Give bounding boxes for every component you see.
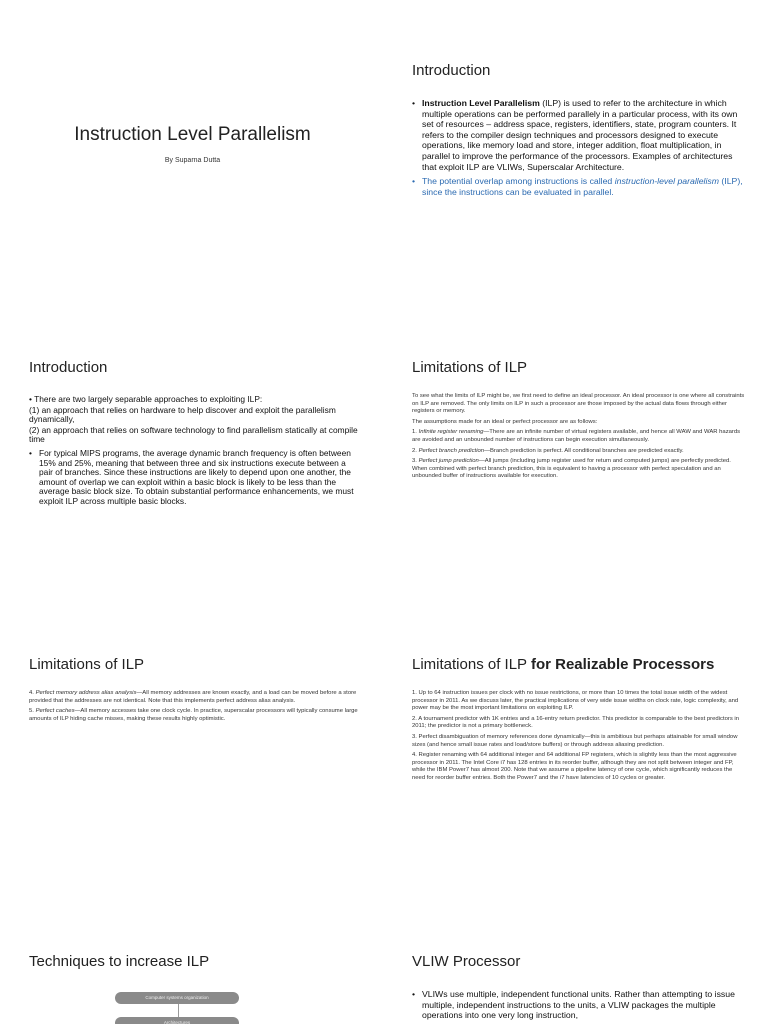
bullet-ilp-definition <box>412 98 745 172</box>
slide-title <box>15 50 370 318</box>
item-term: Perfect caches <box>35 708 75 715</box>
slide-body <box>29 690 362 726</box>
list-item: 1. Up to 64 instruction issues per clock with no issue restrictions, or more than 10 times the total issue width of the widest processor in 2011. As we discuss later, the practical implications of very wide issue widths on clock rate, logic complexity, and power may be the most important limitations on exploiting ILP. <box>412 690 739 712</box>
item-number: 2. <box>412 447 419 454</box>
slide-introduction-approaches <box>15 347 370 615</box>
text-line: (2) an approach that relies on software technology to find parallelism statically at compile time <box>29 424 358 445</box>
item-term: Perfect memory address alias analysis <box>35 690 137 696</box>
paragraph: The assumptions made for an ideal or perfect processor are as follows: <box>412 418 598 425</box>
slide-title: Limitations of ILP <box>29 656 145 673</box>
paragraph: To see what the limits of ILP might be, we first need to define an ideal processor. An ideal processor is one where all constraints on ILP are removed. The only limits on ILP in such a processor are those imposed by the actual data flows through either registers or memory. <box>412 393 745 415</box>
list-item <box>412 429 745 444</box>
list-item <box>412 458 745 481</box>
bullet-vliw: • VLIWs use multiple, independent functional units. Rather than attempting to issue multiple, independent instructions to the units, a VLIW packages the multiple operations into one very long instruction, <box>412 989 745 1021</box>
bullet-text: The potential overlap among instructions is called <box>422 176 615 187</box>
cover-author: By Suparna Dutta <box>164 157 221 164</box>
slide-title: Techniques to increase ILP <box>29 953 210 970</box>
slide-limitations-realizable <box>398 644 753 912</box>
list-item: 2. A tournament predictor with 1K entries and a 16-entry return predictor. This predictor is comparable to the best predictors in 2011; the predictor is not a primary bottleneck. <box>412 715 739 730</box>
bold-term: Instruction Level Parallelism <box>422 98 540 108</box>
slide-limitations-ilp <box>398 347 753 615</box>
slide-body <box>412 98 745 201</box>
bullet-ilp-overlap <box>412 176 745 197</box>
slide-body <box>412 690 745 786</box>
list-item: 3. Perfect disambiguation of memory references done dynamically—this is ambitious but perhaps attainable for small window sizes (and hence small issue rates and load/store buffers) or through address aliasing prediction. <box>412 733 738 748</box>
title-bold: for Realizable Processors <box>530 656 715 673</box>
item-number: 1. <box>412 429 419 436</box>
slide-title: Limitations of ILP <box>412 359 528 376</box>
slide-techniques-ilp <box>15 941 370 1024</box>
slide-title: VLIW Processor <box>412 953 521 970</box>
text-line: (1) an approach that relies on hardware to help discover and exploit the parallelism dynamically, <box>29 404 336 425</box>
text-line: • There are two largely separable approaches to exploiting ILP: <box>29 394 263 404</box>
diagram-node-mid: Architectures <box>115 1017 239 1024</box>
item-number: 3. <box>412 458 419 465</box>
bullet-text: (ILP) is used to refer to the architecture in which multiple operations can be performed parallely in a particular process, with its own set of resources – address space, registers, identifiers, state, program counters. It refers to the compiler design techniques and processors designed to execute operations, like memory load and store, integer addition, float multiplication, in parallel to improve the performance of the processors. Examples of architectures that exploit ILP are VLIWs, Superscalar Architecture. <box>422 98 738 172</box>
bullet-text: (ILP), since the instructions can be evaluated in parallel. <box>422 176 743 197</box>
slide-body <box>412 393 745 484</box>
item-term: Perfect jump prediction <box>418 458 479 465</box>
slide-title <box>412 656 714 673</box>
slide-title: Introduction <box>412 62 491 79</box>
slide-vliw <box>398 941 753 1024</box>
item-term: Infinite register renaming <box>418 429 484 436</box>
item-text: —Branch prediction is perfect. All conditional branches are predicted exactly. <box>484 447 684 454</box>
list-item: 4. Register renaming with 64 additional integer and 64 additional FP registers, which is slightly less than the most aggressive processor in 2011. The Intel Core i7 has 128 entries in its reorder buffer, although they are not split between integer and FP, while the IBM Power7 has almost 200. Note that we assume a pipeline latency of one cycle, which significantly reduces the need for reorder buffer entries. Both the Power7 and the i7 have latencies of 10 cycles or greater. <box>412 752 737 781</box>
item-term: Perfect branch prediction <box>418 447 485 454</box>
slide-introduction <box>398 50 753 318</box>
diagram-node-top: Computer systems organization <box>115 992 239 1004</box>
slide-body <box>412 989 745 1024</box>
title-plain: Limitations of ILP <box>412 656 531 673</box>
list-item <box>412 448 745 456</box>
bullet-branch-frequency: • For typical MIPS programs, the average dynamic branch frequency is often between 15% and 25%, meaning that between three and six instructions execute between a pair of branches. Since these instructions are likely to depend upon one another, the amount of overlap we can exploit within a basic block is likely to be less than the average basic block size. To obtain substantial performance enhancements, we must exploit ILP across multiple basic blocks. <box>29 449 362 507</box>
cover-title: Instruction Level Parallelism <box>74 124 311 145</box>
item-number: 5. <box>29 708 36 715</box>
item-number: 4. <box>29 690 36 696</box>
item-text: —All jumps (including jump register used for return and computed jumps) are perfectly predicted. When combined with perfect branch prediction, this is equivalent to having a processor with perfect speculation and an unbounded buffer of instructions available for execution. <box>412 458 731 480</box>
slide-body <box>29 395 362 511</box>
item-text: —All memory accesses take one clock cycle. In practice, superscalar processors will typically consume large amounts of ILP hiding cache misses, making these results highly optimistic. <box>29 708 358 722</box>
list-item <box>29 708 362 723</box>
item-text: —All memory addresses are known exactly, and a load can be moved before a store provided that the addresses are not identical. Note that this implements perfect address alias analysis. <box>29 690 357 704</box>
slide-title: Introduction <box>29 359 108 376</box>
item-text: —There are an infinite number of virtual registers available, and hence all WAW and WAR hazards are avoided and an unbounded number of instructions can begin execution simultaneously. <box>412 429 741 443</box>
list-item <box>29 690 362 705</box>
slide-limitations-ilp-2 <box>15 644 370 912</box>
italic-term: instruction-level parallelism <box>614 176 719 187</box>
diagram-connector <box>178 1004 179 1017</box>
